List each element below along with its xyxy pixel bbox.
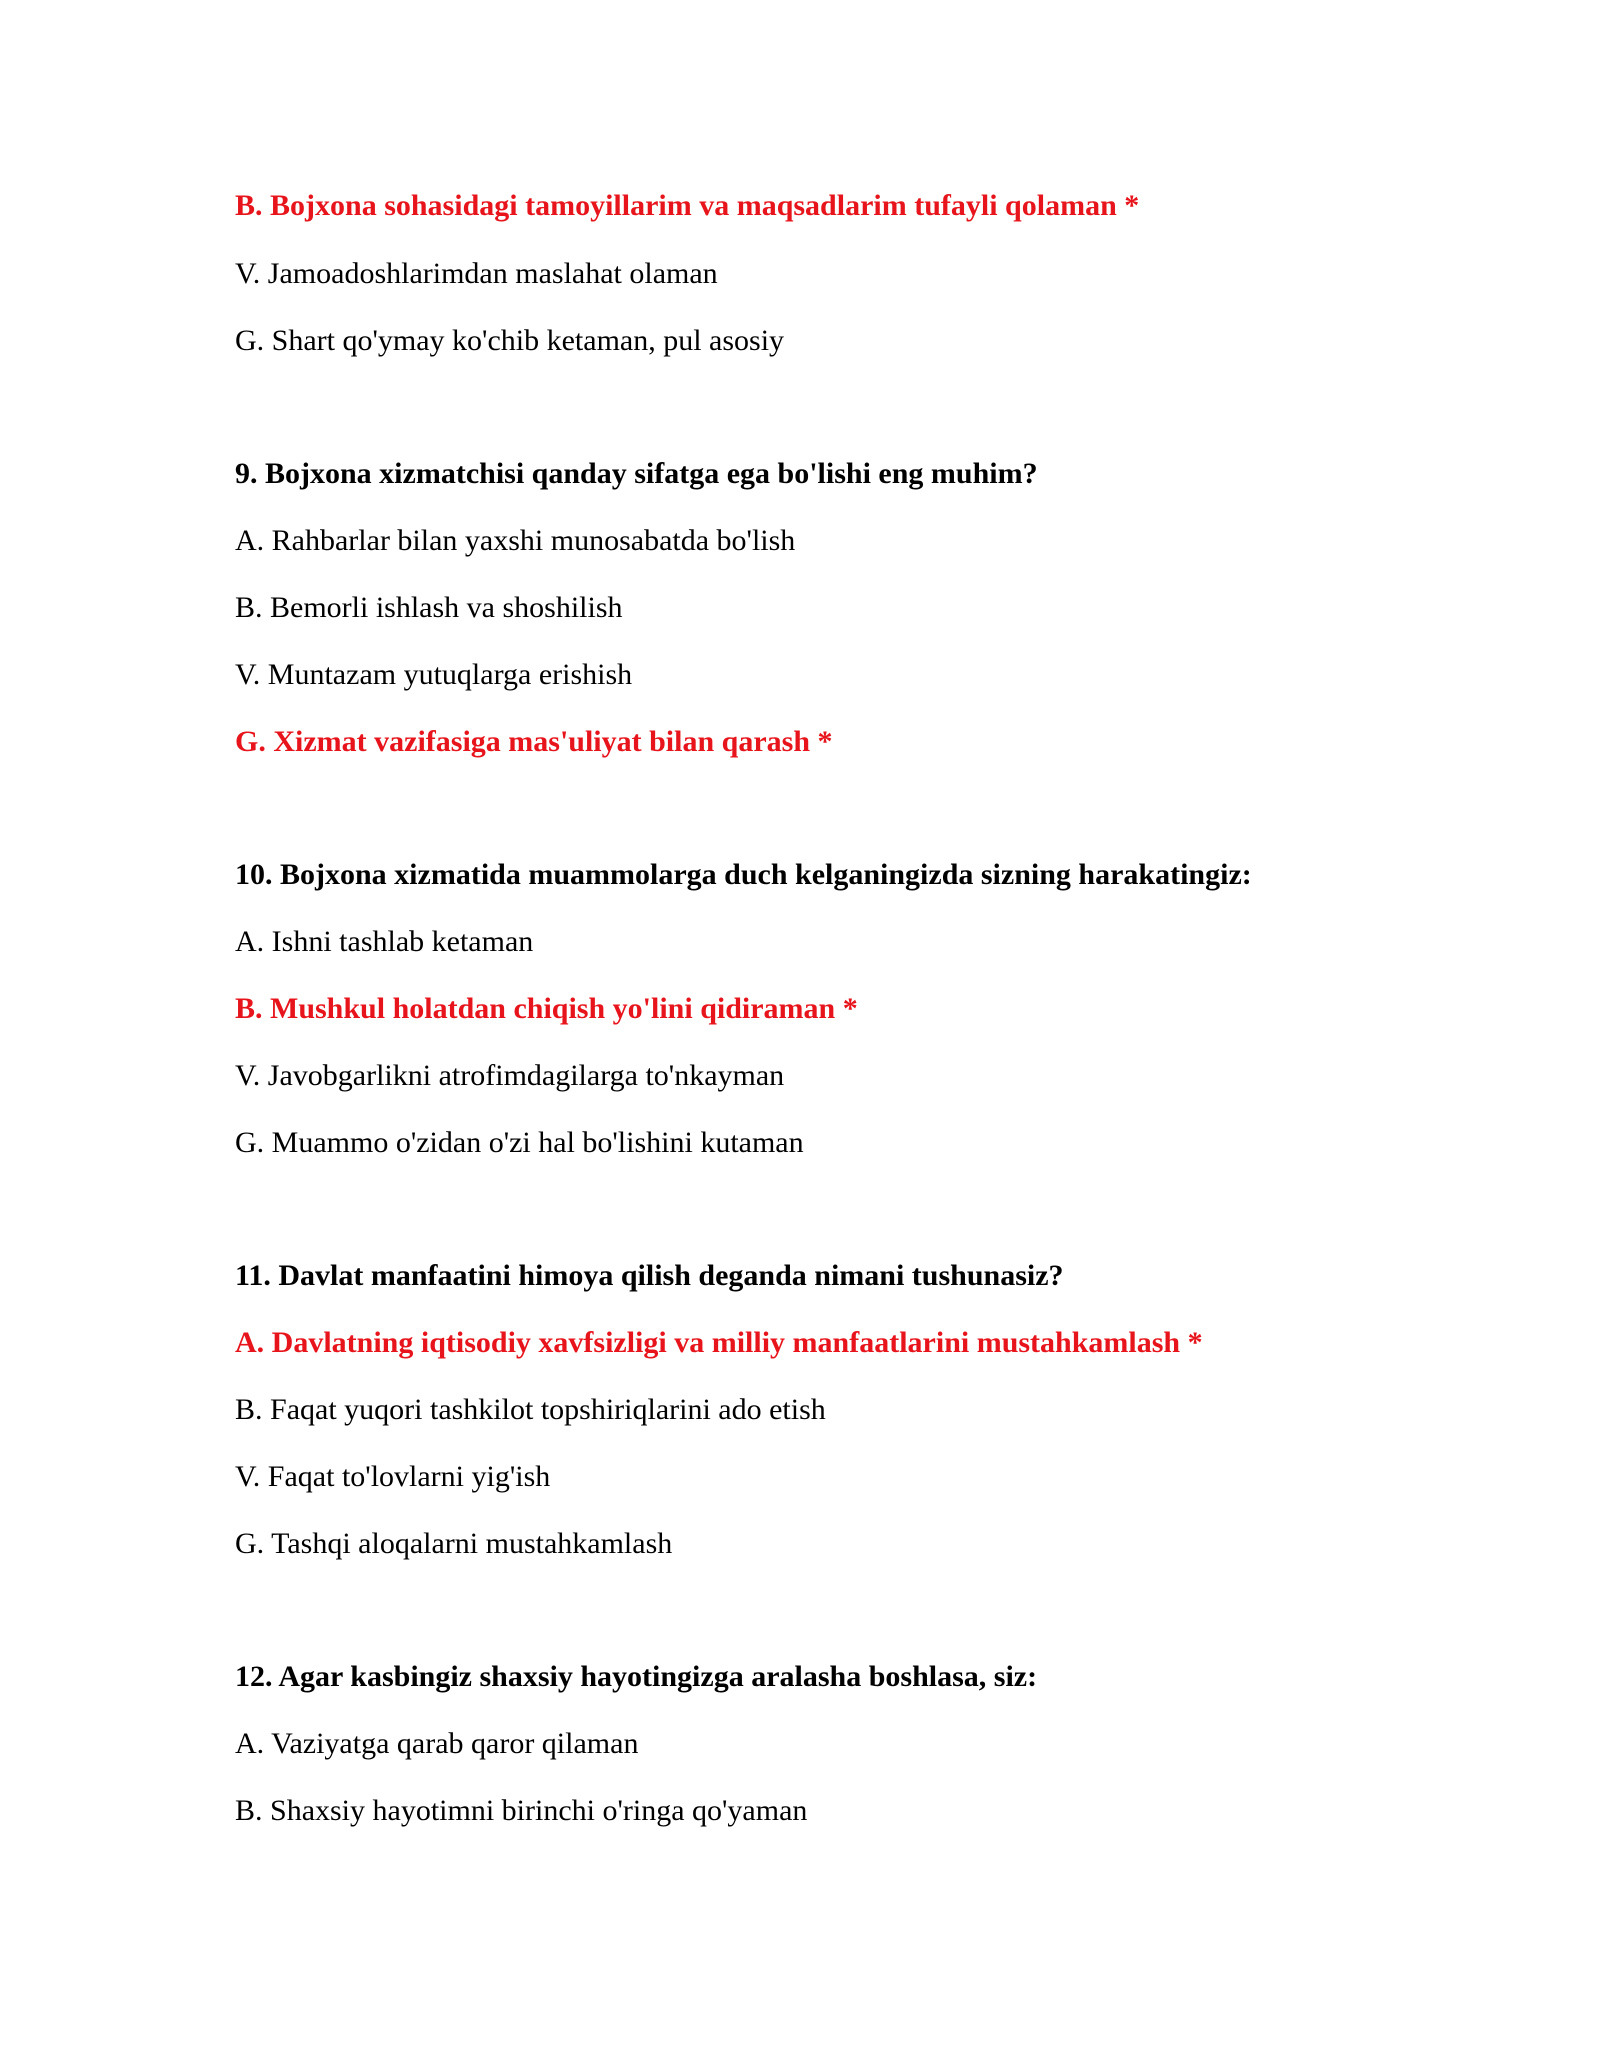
answer-option: A. Rahbarlar bilan yaxshi munosabatda bo'lish xyxy=(235,524,796,557)
answer-option: V. Muntazam yutuqlarga erishish xyxy=(235,658,633,691)
answer-option: V. Faqat to'lovlarni yig'ish xyxy=(235,1460,551,1493)
answer-option: G. Tashqi aloqalarni mustahkamlash xyxy=(235,1527,673,1560)
question-12-title: 12. Agar kasbingiz shaxsiy hayotingizga aralasha boshlasa, siz: xyxy=(235,1660,1038,1693)
answer-option: G. Muammo o'zidan o'zi hal bo'lishini kutaman xyxy=(235,1126,804,1159)
answer-option: G. Shart qo'ymay ko'chib ketaman, pul asosiy xyxy=(235,324,785,357)
question-9-title: 9. Bojxona xizmatchisi qanday sifatga ega bo'lishi eng muhim? xyxy=(235,457,1038,490)
answer-option: V. Javobgarlikni atrofimdagilarga to'nkayman xyxy=(235,1059,785,1092)
answer-option-correct: B. Mushkul holatdan chiqish yo'lini qidiraman * xyxy=(235,992,858,1025)
answer-option: B. Bemorli ishlash va shoshilish xyxy=(235,591,623,624)
answer-option-correct: G. Xizmat vazifasiga mas'uliyat bilan qarash * xyxy=(235,725,833,758)
answer-option: V. Jamoadoshlarimdan maslahat olaman xyxy=(235,257,718,290)
answer-option: B. Faqat yuqori tashkilot topshiriqlarini ado etish xyxy=(235,1393,826,1426)
answer-option: B. Shaxsiy hayotimni birinchi o'ringa qo'yaman xyxy=(235,1794,808,1827)
answer-option-correct: A. Davlatning iqtisodiy xavfsizligi va milliy manfaatlarini mustahkamlash * xyxy=(235,1326,1203,1359)
question-11-title: 11. Davlat manfaatini himoya qilish deganda nimani tushunasiz? xyxy=(235,1259,1064,1292)
answer-option: A. Vaziyatga qarab qaror qilaman xyxy=(235,1727,639,1760)
question-10-title: 10. Bojxona xizmatida muammolarga duch kelganingizda sizning harakatingiz: xyxy=(235,858,1252,891)
answer-option: A. Ishni tashlab ketaman xyxy=(235,925,534,958)
answer-option-correct: B. Bojxona sohasidagi tamoyillarim va maqsadlarim tufayli qolaman * xyxy=(235,189,1140,222)
